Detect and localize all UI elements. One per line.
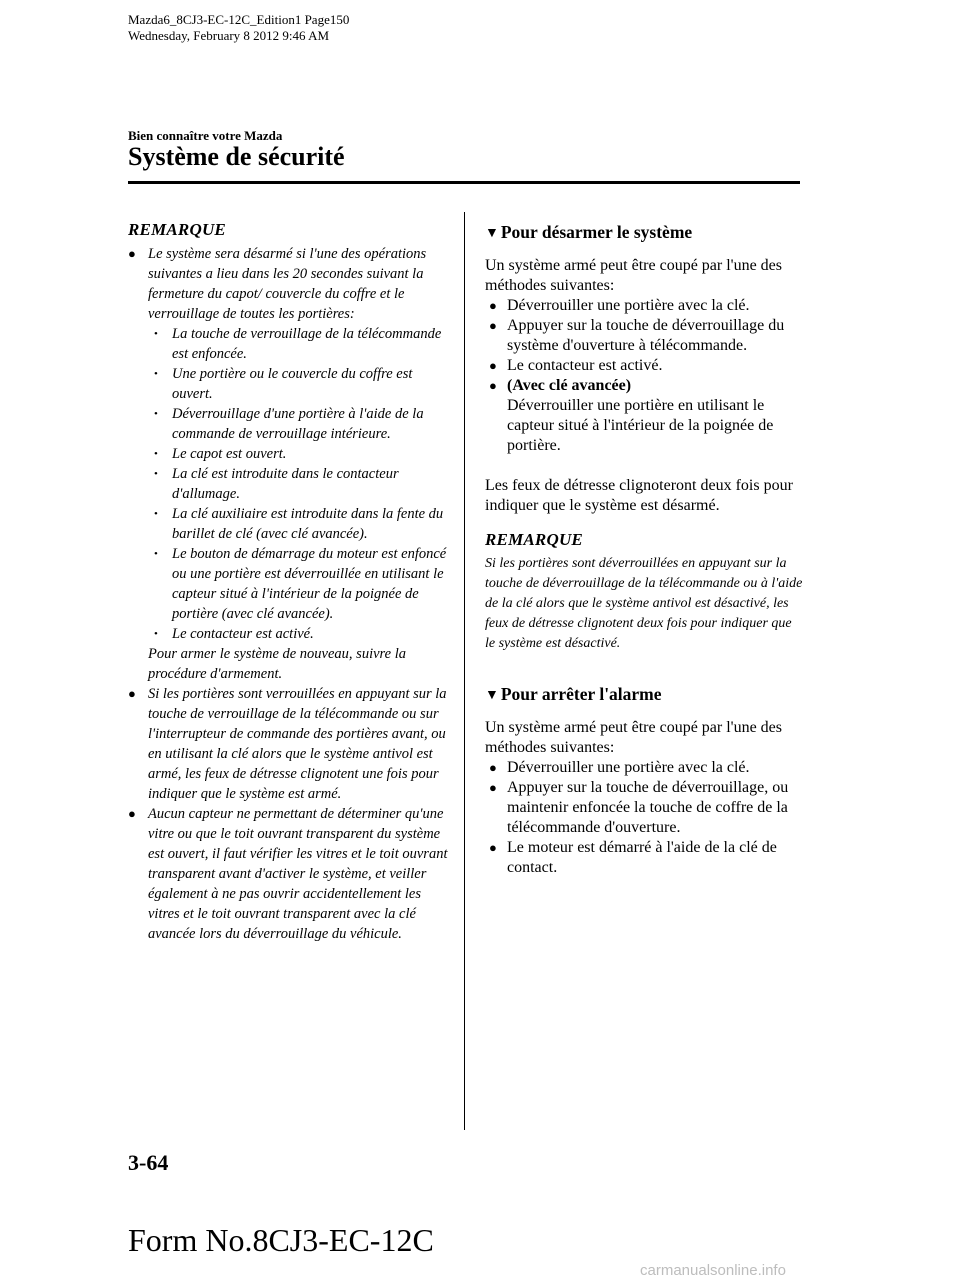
bullet-icon: ● bbox=[489, 298, 497, 313]
section-name: Bien connaître votre Mazda bbox=[128, 128, 283, 143]
note-text: Si les portières sont déverrouillées en appuyant sur la touche de déverrouillage de la télécommande ou à l'aide de la clé alors que le système antivol est désactivé, les feux de détresse clignotent deux fois pour indiquer que le système est désactivé. bbox=[485, 556, 803, 651]
print-meta-line2: Wednesday, February 8 2012 9:46 AM bbox=[128, 28, 330, 43]
note-title: REMARQUE bbox=[128, 220, 226, 239]
bullet-icon: ● bbox=[489, 358, 497, 373]
left-column bbox=[128, 220, 448, 944]
list-item: ● Appuyer sur la touche de déverrouillage du système d'ouverture à télécommande. bbox=[489, 317, 785, 354]
page-title: Système de sécurité bbox=[128, 142, 345, 171]
bullet-icon: ● bbox=[489, 840, 497, 855]
bullet-icon: ● bbox=[489, 780, 497, 795]
watermark: carmanualsonline.info bbox=[640, 1262, 786, 1279]
form-number: Form No.8CJ3-EC-12C bbox=[128, 1222, 434, 1258]
page-number: 3-64 bbox=[128, 1150, 169, 1175]
advanced-key-label: (Avec clé avancée) bbox=[507, 377, 632, 394]
sub-item: • La clé est introduite dans le contacteur d'allumage. bbox=[154, 466, 399, 502]
note-bullet bbox=[128, 804, 448, 944]
stop-alarm-heading: ▼ Pour arrêter l'alarme bbox=[485, 682, 803, 708]
sub-item: • La touche de verrouillage de la télécommande est enfoncée. bbox=[154, 326, 442, 362]
note-bullet-text: Si les portières sont verrouillées en appuyant sur la touche de verrouillage de la télécommande ou sur l'interrupteur de commande des portières avant, ou en utilisant la clé alors que le système antivol est armé, les feux de détresse clignotent une fois pour indiquer que le système est armé. bbox=[148, 686, 447, 802]
bullet-icon: ● bbox=[128, 246, 136, 261]
note-title: REMARQUE bbox=[485, 530, 583, 549]
stop-intro: Un système armé peut être coupé par l'une des méthodes suivantes: bbox=[485, 719, 782, 756]
bullet-icon: ● bbox=[489, 378, 497, 393]
bullet-icon: • bbox=[154, 328, 158, 340]
note-bullet-text: Le système sera désarmé si l'une des opérations suivantes a lieu dans les 20 secondes suivant la fermeture du capot/ couvercle du coffre et le verrouillage de toutes les portières: bbox=[148, 246, 427, 322]
bullet-icon: ● bbox=[489, 760, 497, 775]
triangle-down-icon: ▼ bbox=[485, 688, 499, 703]
bullet-icon: • bbox=[154, 448, 158, 460]
note-bullet bbox=[128, 244, 448, 324]
disarm-heading: ▼ Pour désarmer le système bbox=[485, 220, 803, 246]
list-item: ● Appuyer sur la touche de déverrouillage, ou maintenir enfoncée la touche de coffre de la télécommande d'ouverture. bbox=[489, 779, 789, 836]
list-item: ● Déverrouiller une portière avec la clé. bbox=[489, 297, 750, 314]
print-meta-line1: Mazda6_8CJ3-EC-12C_Edition1 Page150 bbox=[128, 12, 350, 27]
bullet-icon: • bbox=[154, 468, 158, 480]
note-bullet bbox=[128, 684, 448, 804]
sub-item: • La clé auxiliaire est introduite dans la fente du barillet de clé (avec clé avancée). bbox=[154, 506, 444, 542]
title-rule bbox=[128, 181, 800, 184]
list-item: ● Le moteur est démarré à l'aide de la clé de contact. bbox=[489, 839, 777, 876]
sub-item: • Déverrouillage d'une portière à l'aide de la commande de verrouillage intérieure. bbox=[154, 406, 424, 442]
sub-item: • Une portière ou le couvercle du coffre est ouvert. bbox=[154, 366, 413, 402]
print-metadata bbox=[128, 12, 349, 44]
hazard-text: Les feux de détresse clignoteront deux fois pour indiquer que le système est désarmé. bbox=[485, 477, 793, 514]
list-item: ● Le contacteur est activé. bbox=[489, 357, 663, 374]
sub-item: • Le capot est ouvert. bbox=[154, 446, 287, 462]
bullet-icon: • bbox=[154, 628, 158, 640]
bullet-icon: ● bbox=[489, 318, 497, 333]
bullet-icon: • bbox=[154, 508, 158, 520]
column-divider bbox=[464, 212, 465, 1130]
bullet-icon: • bbox=[154, 408, 158, 420]
list-item bbox=[485, 376, 803, 456]
bullet-icon: • bbox=[154, 368, 158, 380]
disarm-intro: Un système armé peut être coupé par l'une des méthodes suivantes: bbox=[485, 257, 782, 294]
bullet-icon: ● bbox=[128, 806, 136, 821]
bullet-icon: • bbox=[154, 548, 158, 560]
note-bullet-text: Aucun capteur ne permettant de déterminer qu'une vitre ou que le toit ouvrant transparent du système est ouvert, il faut vérifier les vitres et le toit ouvrant transparent avant d'activer le système, et veiller également à ne pas ouvrir accidentellement les vitres et le toit ouvrant transparent avec la clé avancée lors du déverrouillage du véhicule. bbox=[148, 806, 448, 942]
sub-item: • Le contacteur est activé. bbox=[154, 626, 314, 642]
bullet-icon: ● bbox=[128, 686, 136, 701]
advanced-key-text: Déverrouiller une portière en utilisant le capteur situé à l'intérieur de la poignée de portière. bbox=[507, 397, 774, 454]
sub-item: • Le bouton de démarrage du moteur est enfoncé ou une portière est déverrouillée en utilisant le capteur situé à l'intérieur de la poignée de portière (avec clé avancée). bbox=[154, 546, 447, 622]
list-item: ● Déverrouiller une portière avec la clé. bbox=[489, 759, 750, 776]
rearm-text: Pour armer le système de nouveau, suivre la procédure d'armement. bbox=[148, 646, 406, 682]
triangle-down-icon: ▼ bbox=[485, 226, 499, 241]
right-column bbox=[485, 220, 803, 878]
